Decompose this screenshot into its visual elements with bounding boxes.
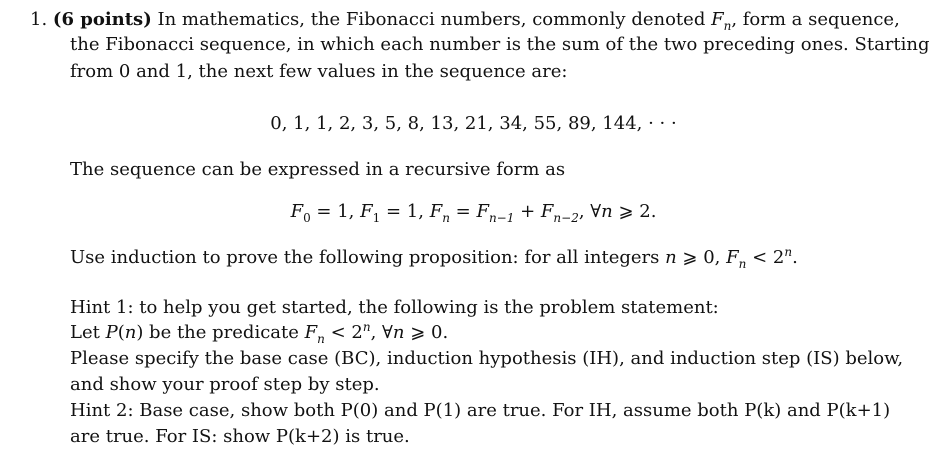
- question-first-line: [30, 8, 900, 33]
- intro-line-1-tail: , form a sequence,: [731, 9, 900, 30]
- intro-line-3: from 0 and 1, the next few values in the sequence are:: [70, 61, 568, 82]
- hint-1-line-1: Hint 1: to help you get started, the following is the problem statement:: [70, 297, 719, 318]
- hint-2-line-1: Hint 2: Base case, show both P(0) and P(1) are true. For IH, assume both P(k) and P(k+1): [70, 400, 891, 421]
- recursive-intro: The sequence can be expressed in a recursive form as: [70, 159, 566, 180]
- question-number: 1.: [30, 9, 48, 30]
- proposition-statement: Use induction to prove the following proposition: for all integers n ⩾ 0, $F_n < 2^n$.: [70, 245, 798, 271]
- fn-notation: $F_n$: [711, 9, 732, 33]
- intro-line-2: the Fibonacci sequence, in which each number is the sum of the two preceding ones. Starting: [70, 34, 930, 55]
- recurrence-equation: $F_0 = 1$, $F_1 = 1$, $F_n = F_{n-1} + F_{n-2}$, ∀n ⩾ 2.: [290, 201, 657, 225]
- fibonacci-sequence: 0, 1, 1, 2, 3, 5, 8, 13, 21, 34, 55, 89, 144, · · ·: [270, 113, 677, 134]
- hint-1-line-3: Please specify the base case (BC), induction hypothesis (IH), and induction step (IS) below,: [70, 348, 904, 369]
- hint-2-line-2: are true. For IS: show P(k+2) is true.: [70, 426, 410, 447]
- question-points: (6 points): [52, 9, 152, 30]
- hint-1-line-4: and show your proof step by step.: [70, 374, 380, 395]
- hint-1-line-2: Let P(n) be the predicate $F_n < 2^n$, ∀n ⩾ 0.: [70, 320, 449, 346]
- intro-line-1: In mathematics, the Fibonacci numbers, commonly denoted: [157, 9, 706, 30]
